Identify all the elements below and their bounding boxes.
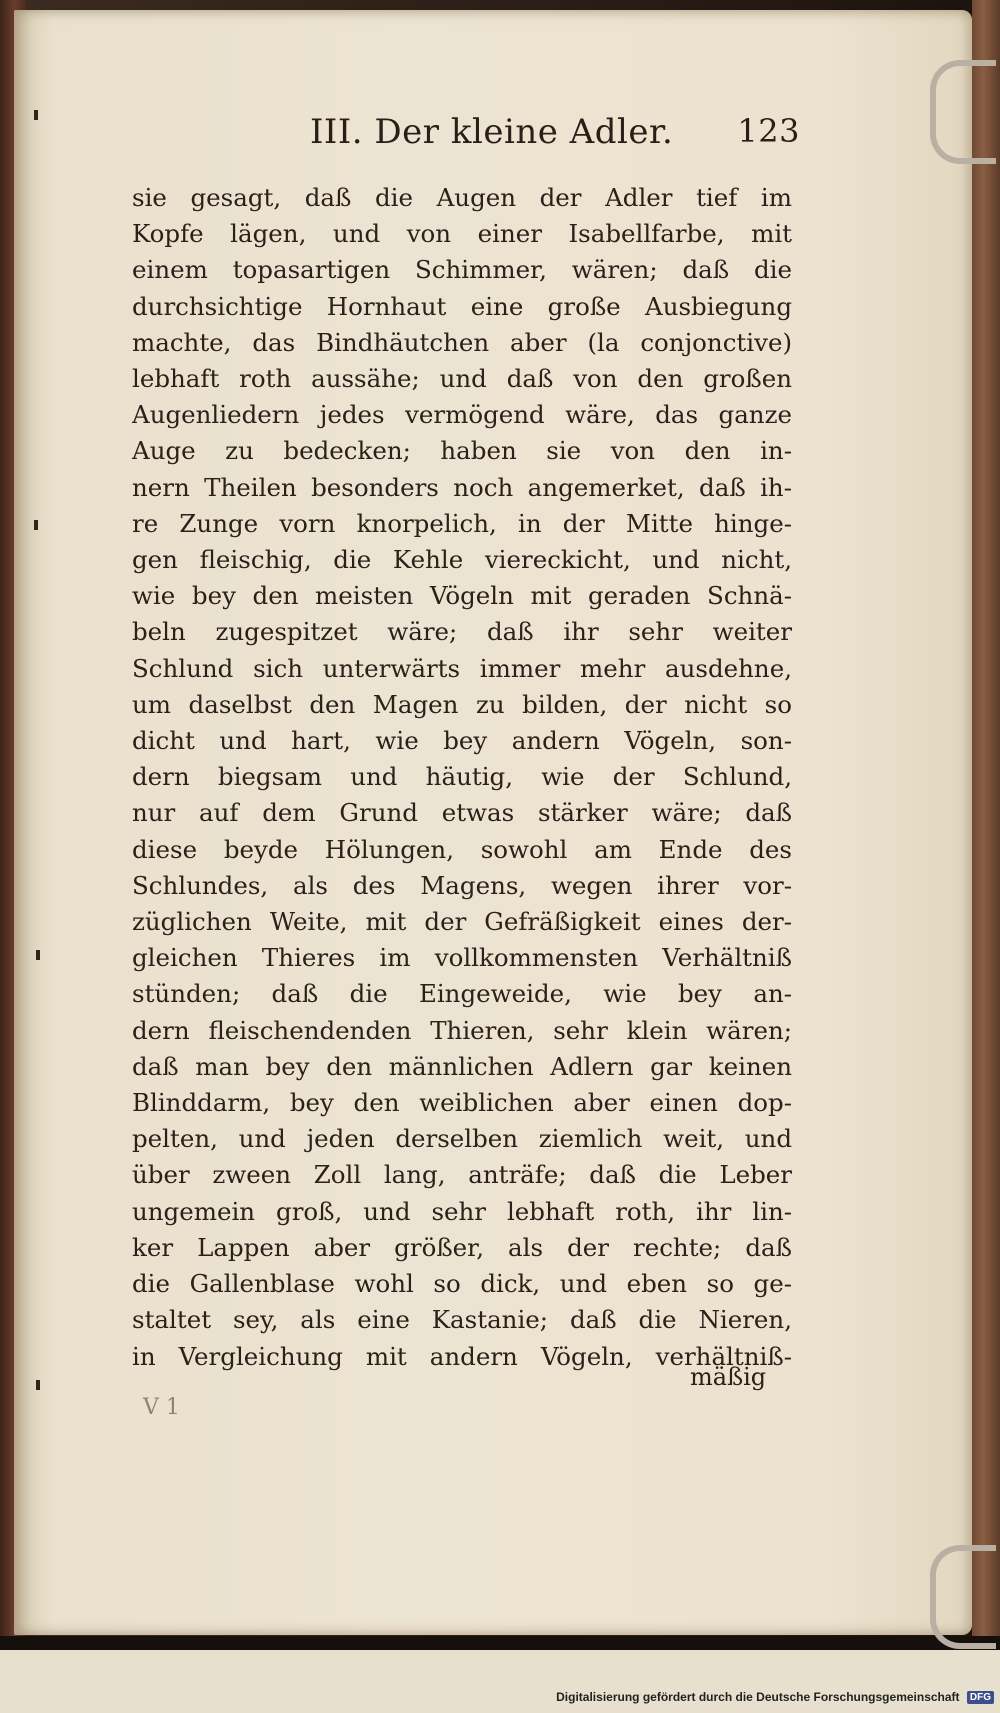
text-line: um daselbst den Magen zu bilden, der nicht so <box>132 689 792 719</box>
body-text <box>132 180 792 1375</box>
text-line: daß man bey den männlichen Adlern gar keinen <box>132 1051 792 1081</box>
text-line: diese beyde Hölungen, sowohl am Ende des <box>132 834 792 864</box>
text-line: pelten, und jeden derselben ziemlich weit, und <box>132 1124 792 1154</box>
text-line: die Gallenblase wohl so dick, und eben so ge- <box>132 1269 792 1299</box>
text-line: Auge zu bedecken; haben sie von den in- <box>132 436 792 466</box>
text-line: dicht und hart, wie bey andern Vögeln, son- <box>132 726 792 756</box>
clasp-bottom-icon <box>930 1545 996 1649</box>
footer <box>556 1690 994 1710</box>
margin-mark <box>36 950 40 960</box>
text-line: nur auf dem Grund etwas stärker wäre; daß <box>132 798 792 828</box>
text-line: ungemein groß, und sehr lebhaft roth, ihr lin- <box>132 1196 792 1226</box>
text-line: machte, das Bindhäutchen aber (la conjonctive) <box>132 327 792 357</box>
text-line: dern biegsam und häutig, wie der Schlund, <box>132 762 792 792</box>
text-line: re Zunge vorn knorpelich, in der Mitte hinge- <box>132 508 792 538</box>
text-line: Schlundes, als des Magens, wegen ihrer vor- <box>132 870 792 900</box>
catchword: mäßig <box>690 1363 767 1391</box>
text-line: nern Theilen besonders noch angemerket, daß ih- <box>132 472 792 502</box>
text-line: Blinddarm, bey den weiblichen aber einen dop- <box>132 1088 792 1118</box>
margin-mark <box>34 110 38 120</box>
text-line: über zween Zoll lang, anträfe; daß die Leber <box>132 1160 792 1190</box>
margin-mark <box>36 1380 40 1390</box>
book-cover-edge <box>972 0 1000 1650</box>
text-line: beln zugespitzet wäre; daß ihr sehr weiter <box>132 617 792 647</box>
text-line: durchsichtige Hornhaut eine große Ausbiegung <box>132 291 792 321</box>
text-line: dern fleischendenden Thieren, sehr klein wären; <box>132 1015 792 1045</box>
running-header <box>310 108 800 158</box>
footer-text: Digitalisierung gefördert durch die Deutsche Forschungsgemeinschaft <box>556 1690 960 1704</box>
text-line: gen fleischig, die Kehle viereckicht, und nicht, <box>132 545 792 575</box>
page-title: III. Der kleine Adler. <box>310 112 674 152</box>
text-line: stünden; daß die Eingeweide, wie bey an- <box>132 979 792 1009</box>
clasp-top-icon <box>930 60 996 164</box>
text-line: ker Lappen aber größer, als der rechte; daß <box>132 1232 792 1262</box>
text-line: gleichen Thieres im vollkommensten Verhältniß <box>132 943 792 973</box>
text-line: lebhaft roth aussähe; und daß von den großen <box>132 364 792 394</box>
dfg-logo-icon: DFG <box>967 1691 994 1704</box>
text-line: in Vergleichung mit andern Vögeln, verhältniß- <box>132 1341 792 1371</box>
signature-mark: V 1 <box>143 1395 180 1420</box>
text-line: sie gesagt, daß die Augen der Adler tief im <box>132 183 792 212</box>
text-line: Schlund sich unterwärts immer mehr ausdehne, <box>132 653 792 683</box>
text-line: züglichen Weite, mit der Gefräßigkeit eines der- <box>132 907 792 937</box>
text-line: wie bey den meisten Vögeln mit geraden Schnä- <box>132 581 792 611</box>
text-line: Augenliedern jedes vermögend wäre, das ganze <box>132 400 792 430</box>
text-line: Kopfe lägen, und von einer Isabellfarbe, mit <box>132 219 792 249</box>
text-line: einem topasartigen Schimmer, wären; daß die <box>132 255 792 285</box>
margin-mark <box>34 520 38 530</box>
text-line: staltet sey, als eine Kastanie; daß die Nieren, <box>132 1305 792 1335</box>
page-number: 123 <box>737 112 800 150</box>
